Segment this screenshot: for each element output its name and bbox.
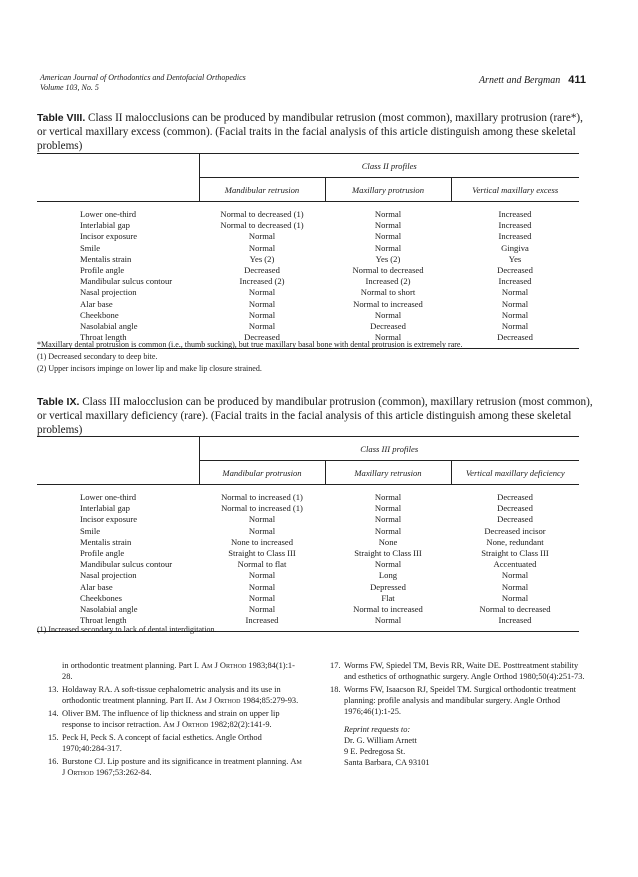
- table-cell: Increased: [498, 276, 532, 287]
- row-label: Incisor exposure: [80, 231, 138, 242]
- reference-text: Worms FW, Spiedel TM, Bevis RR, Waite DE. Posttreatment stability and esthetics of orthognathic surgery. Angle Orthod 1980;50(4):251-73.: [344, 661, 585, 682]
- table-cell: Normal: [374, 242, 402, 253]
- table9-group-header: Class III profiles: [199, 437, 579, 461]
- table-cell: Straight to Class III: [228, 548, 296, 559]
- table-cell: Increased (2): [365, 276, 411, 287]
- table-cell: Normal to short: [360, 287, 416, 298]
- table-row: [37, 299, 579, 310]
- table-row: [37, 231, 579, 242]
- table8-row-header: [37, 178, 199, 202]
- reference-text: Worms FW, Isaacson RJ, Speidel TM. Surgical orthodontic treatment planning: profile analysis and mandibular surgery. Angle Orthod 1976;46(1):1-25.: [344, 684, 577, 717]
- table-cell: Normal: [374, 525, 402, 536]
- table-cell: Increased: [498, 231, 532, 242]
- reference-text: in orthodontic treatment planning. Part I.: [62, 661, 202, 670]
- row-label: Profile angle: [80, 548, 125, 559]
- table-cell: None to increased: [230, 536, 294, 547]
- table8-column-header: Vertical maxillary excess: [451, 178, 579, 202]
- table-row: [37, 514, 579, 525]
- table-cell: Normal: [374, 559, 402, 570]
- table-cell: Normal: [248, 321, 276, 332]
- table8-corner: [37, 154, 199, 178]
- journal-abbrev: Am J Orthod: [195, 696, 241, 706]
- table-cell: Normal to increased: [353, 298, 423, 309]
- row-label: Nasal projection: [80, 287, 137, 298]
- table-cell: Normal: [374, 514, 402, 525]
- row-label: Smile: [80, 525, 101, 536]
- running-header-authors: Arnett and Bergman: [478, 75, 561, 86]
- table-row: [37, 321, 579, 332]
- journal-abbrev: Am J Orthod: [62, 756, 302, 777]
- table8-caption-text: Class II malocclusions can be produced by mandibular retrusion (most common), maxillary protrusion (rare*), or vertical maxillary excess (common). (Facial traits in the facial analysis of this article distinguish among these skeletal problems): [37, 112, 583, 152]
- row-label: Alar base: [80, 298, 113, 309]
- table-cell: Normal: [248, 604, 276, 615]
- table-cell: Straight to Class III: [481, 548, 549, 559]
- table8-footnote: *Maxillary dental protrusion is common (i.e., thumb sucking), but true maxillary basal bone with dental protrusion is extremely rare.: [37, 340, 463, 349]
- references-left-column: [48, 660, 304, 780]
- table-row: [37, 310, 579, 321]
- row-label: Alar base: [80, 581, 113, 592]
- table-cell: Normal to decreased: [479, 604, 551, 615]
- reprint-line: Santa Barbara, CA 93101: [344, 758, 430, 768]
- row-label: Cheekbones: [80, 592, 123, 603]
- table8-label: Table VIII.: [37, 112, 86, 124]
- table8-column-header: Mandibular retrusion: [199, 178, 325, 202]
- table-cell: Normal: [501, 321, 529, 332]
- table-cell: Normal: [501, 309, 529, 320]
- references-right-column: [330, 660, 588, 768]
- reference-text: Holdaway RA. A soft-tissue cephalometric analysis and its use in orthodontic treatment planning. Part II.: [62, 684, 281, 706]
- table-cell: Normal: [374, 309, 402, 320]
- table-cell: Decreased: [370, 321, 406, 332]
- table9: [37, 436, 579, 632]
- table-row: [37, 202, 579, 221]
- reprint-line: 9 E. Pedregosa St.: [344, 746, 406, 756]
- table-cell: Normal: [248, 525, 276, 536]
- table-cell: Depressed: [370, 581, 406, 592]
- reference-item: [48, 756, 304, 778]
- table-cell: Long: [378, 570, 398, 581]
- table-cell: Normal to increased (1): [221, 492, 303, 502]
- table8-caption: [37, 111, 595, 153]
- table-cell: Decreased: [497, 503, 533, 514]
- table-cell: Normal: [501, 287, 529, 298]
- row-label: Incisor exposure: [80, 514, 138, 525]
- table-row: [37, 503, 579, 514]
- table-cell: Increased (2): [239, 276, 285, 287]
- journal-title: American Journal of Orthodontics and Dentofacial Orthopedics: [40, 73, 246, 82]
- table-cell: Increased: [498, 220, 532, 231]
- table-row: [37, 276, 579, 287]
- table-cell: Straight to Class III: [354, 548, 422, 559]
- reference-item: [48, 660, 304, 682]
- table-cell: Decreased: [199, 332, 325, 349]
- reference-item: [48, 732, 304, 754]
- table-cell: Normal to decreased (1): [220, 220, 304, 231]
- table-cell: Normal: [325, 615, 451, 632]
- row-label: Throat length: [37, 332, 199, 349]
- table9-column-header: Vertical maxillary deficiency: [451, 461, 579, 485]
- running-header-right: [479, 74, 586, 86]
- row-label: Nasal projection: [80, 570, 137, 581]
- table-cell: Decreased: [451, 332, 579, 349]
- journal-abbrev: Am J Orthod: [163, 720, 209, 730]
- table-cell: Normal: [501, 592, 529, 603]
- table-cell: Accentuated: [493, 559, 537, 570]
- table-row: [37, 593, 579, 604]
- table-row: [37, 604, 579, 615]
- table-cell: Normal to decreased: [352, 265, 424, 276]
- table-row: [37, 243, 579, 254]
- table9-caption-text: Class III malocclusion can be produced by mandibular protrusion (common), maxillary retrusion (most common), or vertical maxillary deficiency (rare). (Facial traits in the facial analysis of this article distinguish among these skeletal problems): [37, 396, 593, 436]
- table-cell: Decreased: [497, 514, 533, 525]
- reference-text: Oliver BM. The influence of lip thickness and strain on upper lip response to incisor retraction.: [62, 708, 280, 730]
- table-cell: Normal: [501, 581, 529, 592]
- reference-number: 13.: [48, 684, 59, 694]
- table-cell: Increased: [451, 615, 579, 632]
- table8-group-header: Class II profiles: [199, 154, 579, 178]
- table-row: [37, 582, 579, 593]
- table-cell: Normal: [248, 298, 276, 309]
- reference-item: [48, 684, 304, 706]
- row-label: Nasolabial angle: [80, 321, 138, 332]
- reprint-title: Reprint requests to:: [344, 724, 411, 734]
- reference-text: 1967;53:262-84.: [93, 767, 152, 777]
- table-row: [37, 485, 579, 504]
- table-cell: None, redundant: [486, 536, 544, 547]
- table-cell: Flat: [381, 592, 395, 603]
- table-cell: Normal: [501, 570, 529, 581]
- journal-abbrev: Am J Orthod: [201, 661, 247, 670]
- row-label: Cheekbone: [80, 309, 119, 320]
- table9-column-header: Maxillary retrusion: [325, 461, 451, 485]
- reference-text: 1982;82(2):141-9.: [208, 720, 272, 730]
- table-cell: Normal: [374, 503, 402, 514]
- table-cell: Normal to decreased (1): [220, 209, 304, 219]
- table-row: [37, 265, 579, 276]
- table-cell: None: [378, 536, 398, 547]
- table-cell: Normal: [374, 209, 402, 219]
- row-label: Smile: [80, 242, 101, 253]
- page-number: 411: [568, 74, 586, 86]
- table-cell: Yes (2): [249, 253, 275, 264]
- reference-number: 16.: [48, 756, 59, 766]
- row-label: Profile angle: [80, 265, 125, 276]
- reference-item: [330, 684, 588, 718]
- reprint-line: Dr. G. William Arnett: [344, 735, 417, 745]
- table-cell: Decreased: [497, 492, 533, 502]
- table9-caption: [37, 395, 595, 437]
- table-cell: Normal: [248, 581, 276, 592]
- reference-text: Peck H, Peck S. A concept of facial esthetics. Angle Orthod 1970;40:284-317.: [62, 732, 262, 753]
- table-cell: Normal: [248, 287, 276, 298]
- table-cell: Normal: [374, 220, 402, 231]
- row-label: Interlabial gap: [80, 220, 130, 231]
- table-cell: Normal to flat: [237, 559, 287, 570]
- table8-footnotes: [37, 339, 597, 375]
- table-cell: Decreased: [497, 265, 533, 276]
- journal-volume: Volume 103, No. 5: [40, 83, 99, 92]
- table9-footnotes: [37, 624, 597, 636]
- table-cell: Normal: [325, 332, 451, 349]
- reference-item: [48, 708, 304, 730]
- reference-number: 14.: [48, 708, 59, 718]
- table-cell: Normal to increased (1): [221, 503, 303, 514]
- table-cell: Normal: [248, 242, 276, 253]
- table-cell: Normal: [248, 231, 276, 242]
- reference-text: 1984;85:279-93.: [240, 696, 299, 706]
- table-row: [37, 537, 579, 548]
- table8-footnote: (2) Upper incisors impinge on lower lip and make lip closure strained.: [37, 364, 262, 373]
- table8-column-header: Maxillary protrusion: [325, 178, 451, 202]
- table8-footnote: (1) Decreased secondary to deep bite.: [37, 352, 158, 361]
- reference-item: [330, 660, 588, 682]
- row-label: Lower one-third: [80, 492, 137, 502]
- table-row: [37, 254, 579, 265]
- row-label: Lower one-third: [80, 209, 137, 219]
- table-cell: Increased: [199, 615, 325, 632]
- table-cell: Normal to increased: [353, 604, 423, 615]
- table-cell: Gingiva: [501, 242, 529, 253]
- row-label: Mentalis strain: [80, 253, 132, 264]
- row-label: Mentalis strain: [80, 536, 132, 547]
- table-row: [37, 548, 579, 559]
- table8-body: [37, 202, 579, 349]
- table9-label: Table IX.: [37, 396, 80, 408]
- table-cell: Yes (2): [375, 253, 401, 264]
- table-row: [37, 220, 579, 231]
- reference-number: 15.: [48, 732, 59, 742]
- table-cell: Normal: [248, 570, 276, 581]
- table-cell: Increased: [498, 209, 532, 219]
- reference-text: Burstone CJ. Lip posture and its significance in treatment planning.: [62, 756, 291, 766]
- table9-column-header: Mandibular protrusion: [199, 461, 325, 485]
- table9-body: [37, 485, 579, 632]
- reprint-request: [330, 724, 588, 769]
- table9-corner: [37, 437, 199, 461]
- table-cell: Normal: [374, 231, 402, 242]
- table-cell: Normal: [374, 492, 402, 502]
- table8: [37, 153, 579, 349]
- table9-footnote: (1) Increased secondary to lack of dental interdigitation.: [37, 625, 217, 634]
- table-row: [37, 559, 579, 570]
- table-cell: Normal: [248, 309, 276, 320]
- references-list: [330, 660, 588, 718]
- reference-number: 17.: [330, 661, 341, 670]
- row-label: Mandibular sulcus contour: [80, 276, 173, 287]
- reference-text: 1983;84(1):1-28.: [62, 661, 295, 682]
- table-row: [37, 526, 579, 537]
- table-cell: Normal: [248, 514, 276, 525]
- table-cell: Yes: [508, 253, 522, 264]
- table-cell: Normal: [248, 592, 276, 603]
- row-label: Mandibular sulcus contour: [80, 559, 173, 570]
- table-row: [37, 570, 579, 581]
- table-cell: Decreased: [244, 265, 280, 276]
- table9-row-header: [37, 461, 199, 485]
- reference-number: 18.: [330, 684, 341, 694]
- table-cell: Decreased incisor: [484, 525, 546, 536]
- row-label: Nasolabial angle: [80, 604, 138, 615]
- row-label: Interlabial gap: [80, 503, 130, 514]
- table-row: [37, 287, 579, 298]
- running-header-journal: [40, 73, 246, 93]
- row-label: Throat length: [37, 615, 199, 632]
- table-cell: Normal: [501, 298, 529, 309]
